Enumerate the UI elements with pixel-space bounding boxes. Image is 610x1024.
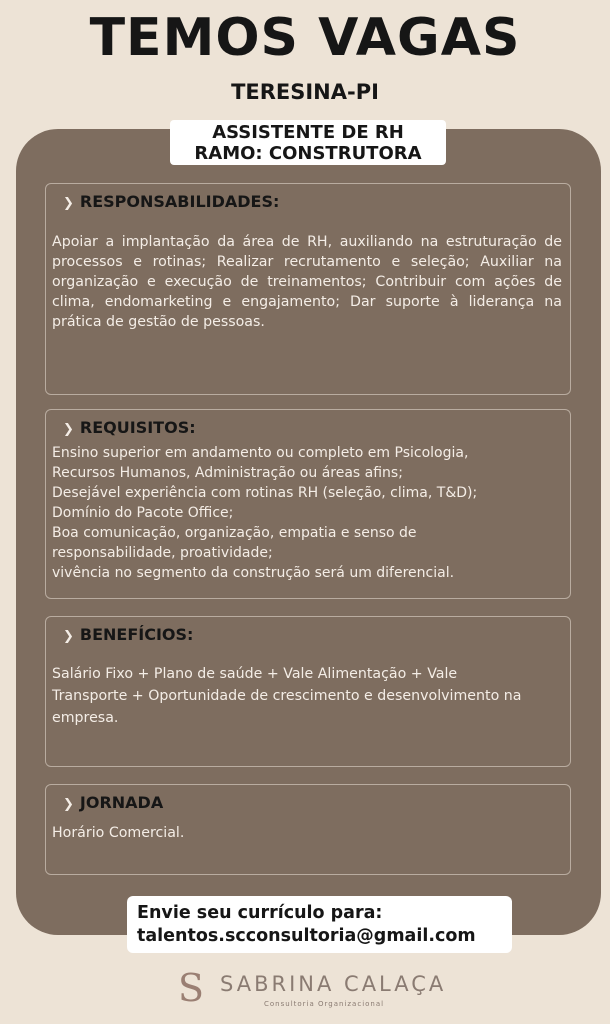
section-heading	[63, 625, 193, 644]
job-title: ASSISTENTE DE RH	[212, 122, 404, 143]
list-item: Ensino superior em andamento ou completo em Psicologia,	[52, 445, 469, 461]
job-sector: RAMO: CONSTRUTORA	[194, 143, 422, 164]
section-heading	[63, 793, 163, 812]
chevron-right-icon: ❯	[63, 629, 74, 644]
brand-tagline: Consultoria Organizacional	[264, 1000, 385, 1008]
section-beneficios	[45, 616, 571, 767]
location-label: TERESINA-PI	[231, 80, 379, 104]
section-responsabilidades	[45, 183, 571, 395]
section-heading	[63, 192, 279, 211]
contact-box	[127, 896, 512, 953]
jornada-text: Horário Comercial.	[52, 825, 185, 841]
section-requisitos	[45, 409, 571, 599]
list-item: Domínio do Pacote Office;	[52, 505, 234, 521]
job-title-badge	[170, 120, 446, 165]
brand-name: SABRINA CALAÇA	[220, 972, 447, 996]
section-heading	[63, 418, 196, 437]
list-item: responsabilidade, proatividade;	[52, 545, 273, 561]
list-item: vivência no segmento da construção será um diferencial.	[52, 565, 455, 581]
brand-logo	[178, 966, 447, 1014]
beneficios-heading: BENEFÍCIOS:	[79, 625, 194, 644]
chevron-right-icon: ❯	[63, 422, 74, 437]
list-item: Recursos Humanos, Administração ou áreas afins;	[52, 465, 403, 481]
requisitos-list	[52, 443, 477, 583]
contact-label: Envie seu currículo para:	[137, 903, 383, 923]
jornada-heading: JORNADA	[79, 793, 164, 812]
list-item: Desejável experiência com rotinas RH (seleção, clima, T&D);	[52, 485, 478, 501]
page-title: TEMOS VAGAS	[89, 8, 521, 68]
requisitos-heading: REQUISITOS:	[79, 418, 196, 437]
list-item: Boa comunicação, organização, empatia e senso de	[52, 525, 417, 541]
responsabilidades-heading: RESPONSABILIDADES:	[79, 192, 280, 211]
section-jornada	[45, 784, 571, 875]
logo-monogram-icon: S	[178, 966, 205, 1010]
responsabilidades-text: Apoiar a implantação da área de RH, auxiliando na estruturação de processos e rotinas; Realizar recrutamento e seleção; Auxiliar na organização e execução de treinamentos; Contribuir com ações de clima, endomarketing e engajamento; Dar suporte à liderança na prática de gestão de pessoas.	[52, 234, 562, 330]
beneficios-text: Salário Fixo + Plano de saúde + Vale Alimentação + Vale Transporte + Oportunidade de crescimento e desenvolvimento na empresa.	[52, 666, 522, 726]
chevron-right-icon: ❯	[63, 797, 74, 812]
contact-email[interactable]: talentos.scconsultoria@gmail.com	[137, 926, 476, 946]
chevron-right-icon: ❯	[63, 196, 74, 211]
